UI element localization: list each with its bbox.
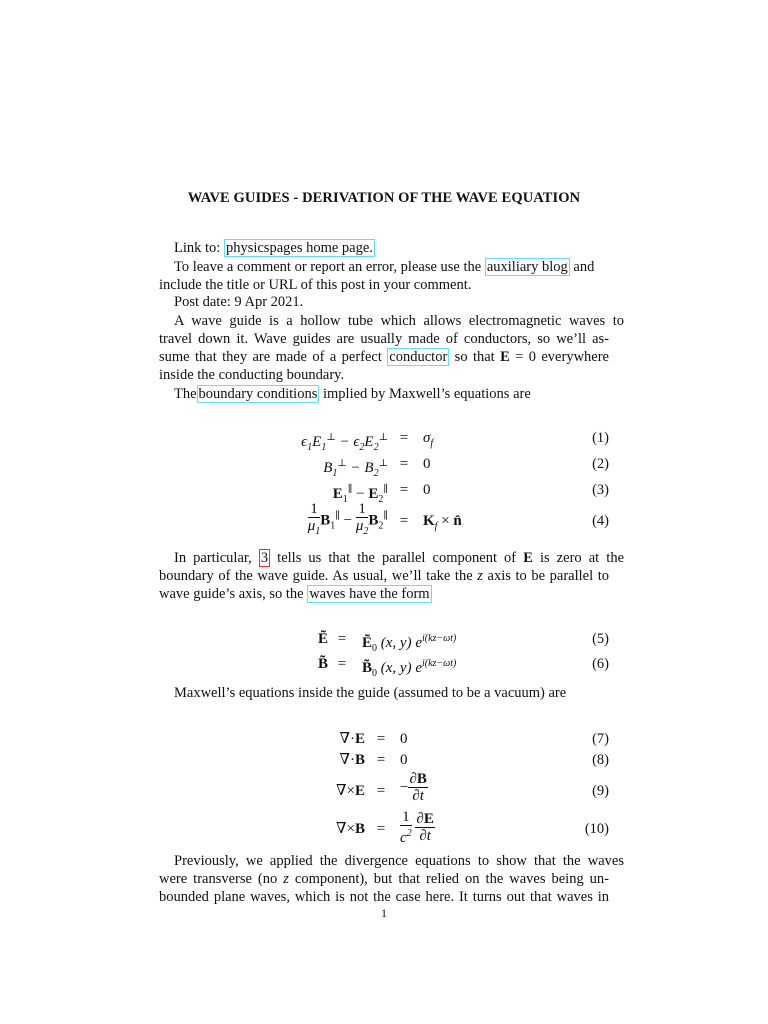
link-line [159,239,624,257]
para1-line1: A wave guide is a hollow tube which allows electromagnetic waves to [174,313,624,329]
document-page: WAVE GUIDES - DERIVATION OF THE WAVE EQUATION Link to: physicspages home page. To leave a comment or report an error, please use the auxiliary blog and include the title or URL of this post in your comment. Post date: 9 Apr 2021. A wave guide is a hollow tube which allows electromagnetic waves to travel down it. Wave guides are usually made of conductors, so we’ll as- sume that they are made of a perfect conductor so that E = 0 everywhere inside the conducting boundary. The boundary conditions implied by Maxwell’s equations are $\epsilon_1E_1^\perp - \epsilon_2E_2^\perp$ = $\sigma_f$ (1) $B_1^\perp - B_2^\perp$ = 0 (2) $E_1^\parallel - E_2^\parallel$ = 0 (3) $\frac{1}{\mu_1}$ $B_1^\parallel$ − $\frac{1}{\mu_2}$ $B_2^\parallel$ = $K_f$ × n̂ (4) In particular, 3 tells us that the parallel component of E is zero at the boundary of the wave guide. As usual, we’ll take the z axis to be parallel to wave guide’s axis, so the waves have the form Ẽ = Ẽ$_0$ (x, y) $e^{i(kz-\omega t)}$ (5) B̃ = $B̃_0$ (x, y) $e^{i(kz-\omega t)}$ (6) Maxwell’s equations inside the guide (assumed to be a vacuum) are ∇·E = 0 (7) ∇·B = 0 (8) ∇×E = − $\frac{\partial B}{\partial t}$ (9) ∇×B = $\frac{1}{c^2}$ $\frac{\partial E}{\partial t}$ (10) Previously, we applied the divergence equations to show that the waves were transverse (no z component), but that relied on the waves being un- bounded plane waves, which is not the case here. It turns out that waves in 1 [0,0,768,1024]
equation-number: (7) [592,731,609,747]
equation-number: (5) [592,631,609,647]
para3-text-b: tells us that the parallel component of [277,550,517,566]
equation-4: $\frac{1}{\mu_1}$ $B_1^\parallel$ − $\frac{1}{\mu_2}$ $B_2^\parallel$ = $K_f$ × n̂ (4) [307,501,609,537]
equation-10: ∇×B = $\frac{1}{c^2}$ $\frac{\partial E}{\partial t}$ (10) [336,809,609,846]
para1-text-b: so that [454,349,495,365]
comment-line-2: include the title or URL of this post in your comment. [159,277,472,293]
page-title: WAVE GUIDES - DERIVATION OF THE WAVE EQUATION [187,190,581,206]
para2-text-b: implied by Maxwell’s equations are [322,386,531,402]
para3-text-c: is zero at the [539,550,625,566]
para1-line2: travel down it. Wave guides are usually made of conductors, so we’ll as- [159,331,609,347]
para3-text-e: axis to be parallel to [487,568,610,584]
equation-number: (8) [592,752,609,768]
para1-line4: inside the conducting boundary. [159,367,345,383]
equation-number: (2) [592,456,609,472]
comment-text-and: and [573,259,595,275]
equation-9: ∇×E = − $\frac{\partial B}{\partial t}$ (9) [336,771,609,804]
para4-line: Maxwell’s equations inside the guide (assumed to be a vacuum) are [174,685,567,701]
para3-line2: boundary of the wave guide. As usual, we’ll take the z axis to be parallel to [159,568,610,584]
para1-text-a: sume that they are made of a perfect [159,349,382,365]
equation-3-reference[interactable]: 3 [260,550,269,566]
post-date: Post date: 9 Apr 2021. [174,294,304,310]
para3-line1: In particular, 3 tells us that the parallel component of E is zero at the [174,550,625,566]
para1-text-c: everywhere [541,349,609,365]
para2-line [159,385,624,403]
para3-text-a: In particular, [174,550,252,566]
para1-line3 [159,348,609,366]
para5-line2: were transverse (no z component), but that relied on the waves being un- [159,871,610,887]
comment-line [159,258,624,276]
para3-text-d: boundary of the wave guide. As usual, we’ll take the [159,568,473,584]
para5-line3: bounded plane waves, which is not the case here. It turns out that waves in [159,889,609,905]
equation-number: (10) [584,821,609,837]
e-equals-zero: E = 0 [500,349,536,365]
equation-number: (6) [592,656,609,672]
auxiliary-blog-link[interactable]: auxiliary blog [486,259,568,275]
boundary-conditions-link[interactable]: boundary conditions [198,386,318,402]
para3-line3 [159,585,609,603]
para3-text-f: wave guide’s axis, so the [159,586,304,602]
equation-number: (1) [592,430,609,446]
conductor-link[interactable]: conductor [389,349,448,365]
waves-have-the-form-link[interactable]: waves have the form [309,586,430,602]
para5-text-a: were transverse (no [159,871,278,887]
comment-text: To leave a comment or report an error, please use the [174,259,482,275]
page-number: 1 [381,906,387,920]
equation-number: (9) [592,783,609,799]
para5-text-b: component), but that relied on the waves being un- [294,871,610,887]
equation-number: (3) [592,482,609,498]
para5-line1: Previously, we applied the divergence equations to show that the waves [174,853,624,869]
para2-text-a: The [174,386,197,402]
home-page-link[interactable]: physicspages home page. [225,240,373,256]
equation-number: (4) [592,513,609,529]
link-to-label: Link to: [174,240,221,256]
